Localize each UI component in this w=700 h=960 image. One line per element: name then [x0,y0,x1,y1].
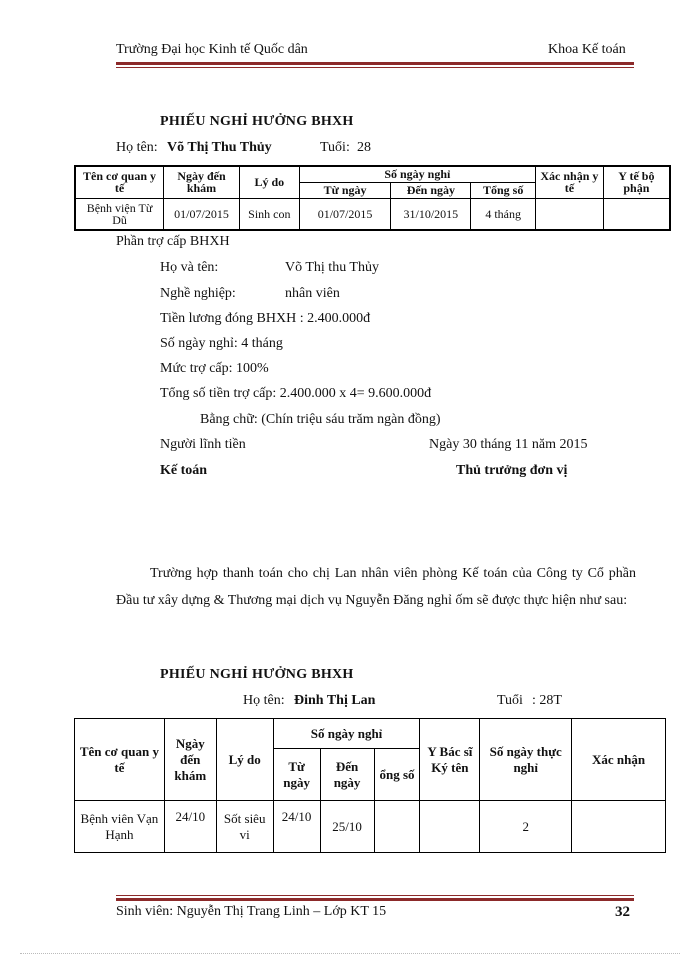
t1-header-days: Số ngày nghỉ [299,166,535,182]
t2-cell-to: 25/10 [320,801,374,853]
form1-title: PHIẾU NGHỈ HƯỞNG BHXH [160,114,354,129]
t1-cell-from: 01/07/2015 [299,198,391,230]
header-department: Khoa Kế toán [548,42,626,57]
body-paragraph: Trường hợp thanh toán cho chị Lan nhân viên phòng Kế toán của Công ty Cổ phần Đầu tư xây dựng & Thương mại dịch vụ Nguyễn Đăng nghỉ ốm sẽ được thực hiện như sau: [116,566,636,608]
form2-title: PHIẾU NGHỈ HƯỞNG BHXH [160,667,354,682]
footer-student: Sinh viên: Nguyễn Thị Trang Linh – Lớp KT 15 [116,904,387,919]
total-line: Tổng số tiền trợ cấp: 2.400.000 x 4= 9.600.000đ [160,386,432,401]
form2-table [74,718,666,853]
days-off-line: Số ngày nghỉ: 4 tháng [160,336,283,351]
header-rule-thin [116,67,634,68]
t1-cell-total: 4 tháng [471,198,536,230]
footer-rule-thin [116,895,634,896]
section-title: Phần trợ cấp BHXH [116,234,230,249]
t1-cell-facility: Bệnh viện Từ Dũ [75,198,164,230]
t1-header-dept: Y tế bộ phận [603,166,670,198]
t2-header-confirm: Xác nhận [572,719,666,801]
t2-cell-confirm [572,801,666,853]
form2-name-label: Họ tên: [243,693,285,708]
signing-date: Ngày 30 tháng 11 năm 2015 [429,437,588,452]
form1-name: Võ Thị Thu Thủy [167,140,272,155]
t2-cell-from: 24/10 [273,801,320,853]
t1-header-facility: Tên cơ quan y tế [75,166,164,198]
t2-header-days: Số ngày nghỉ [273,719,420,749]
t1-cell-confirm [536,198,604,230]
form2-age-label: Tuổi [497,693,523,708]
t2-header-facility: Tên cơ quan y tế [75,719,165,801]
t2-cell-facility: Bệnh viên Vạn Hạnh [75,801,165,853]
footer-rule [116,898,634,901]
job-value: nhân viên [285,286,340,301]
head-label: Thủ trưởng đơn vị [456,463,568,478]
t1-cell-date: 01/07/2015 [164,198,240,230]
form2-age: : 28T [532,693,562,708]
t2-header-reason: Lý do [216,719,273,801]
t2-header-from: Từ ngày [273,749,320,801]
table-row [75,198,670,230]
t2-cell-date: 24/10 [164,801,216,853]
form1-age-label: Tuổi: [320,140,350,155]
page-bottom-dotted-line [20,953,680,954]
table-row [75,801,666,853]
t1-cell-dept [603,198,670,230]
t1-header-to: Đến ngày [391,182,471,198]
t2-header-date: Ngày đến khám [164,719,216,801]
t2-header-total: ổng số [374,749,420,801]
salary-line: Tiền lương đóng BHXH : 2.400.000đ [160,311,371,326]
page-number: 32 [615,904,630,920]
t2-cell-reason: Sốt siêu vi [216,801,273,853]
t1-header-total: Tổng số [471,182,536,198]
form1-table [74,165,671,231]
header-school: Trường Đại học Kinh tế Quốc dân [116,42,308,57]
form2-name: Đinh Thị Lan [294,693,376,708]
t2-header-actual: Số ngày thực nghỉ [480,719,572,801]
form1-name-label: Họ tên: [116,140,158,155]
t1-header-confirm: Xác nhận y tế [536,166,604,198]
t2-cell-actual: 2 [480,801,572,853]
t2-header-to: Đến ngày [320,749,374,801]
rate-line: Mức trợ cấp: 100% [160,361,269,376]
job-label: Nghề nghiệp: [160,286,236,301]
form1-age: 28 [357,140,371,155]
t1-header-date: Ngày đến khám [164,166,240,198]
t2-cell-doctor [420,801,480,853]
receiver-label: Người lĩnh tiền [160,437,246,452]
fullname-value: Võ Thị thu Thủy [285,260,379,275]
t2-cell-total [374,801,420,853]
t2-header-doctor: Y Bác sĩ Ký tên [420,719,480,801]
t1-header-from: Từ ngày [299,182,391,198]
accountant-label: Kế toán [160,463,208,478]
t1-cell-reason: Sinh con [239,198,299,230]
in-words-line: Bằng chữ: (Chín triệu sáu trăm ngàn đồng) [200,412,441,427]
t1-cell-to: 31/10/2015 [391,198,471,230]
t1-header-reason: Lý do [239,166,299,198]
header-rule [116,62,634,65]
fullname-label: Họ và tên: [160,260,219,275]
